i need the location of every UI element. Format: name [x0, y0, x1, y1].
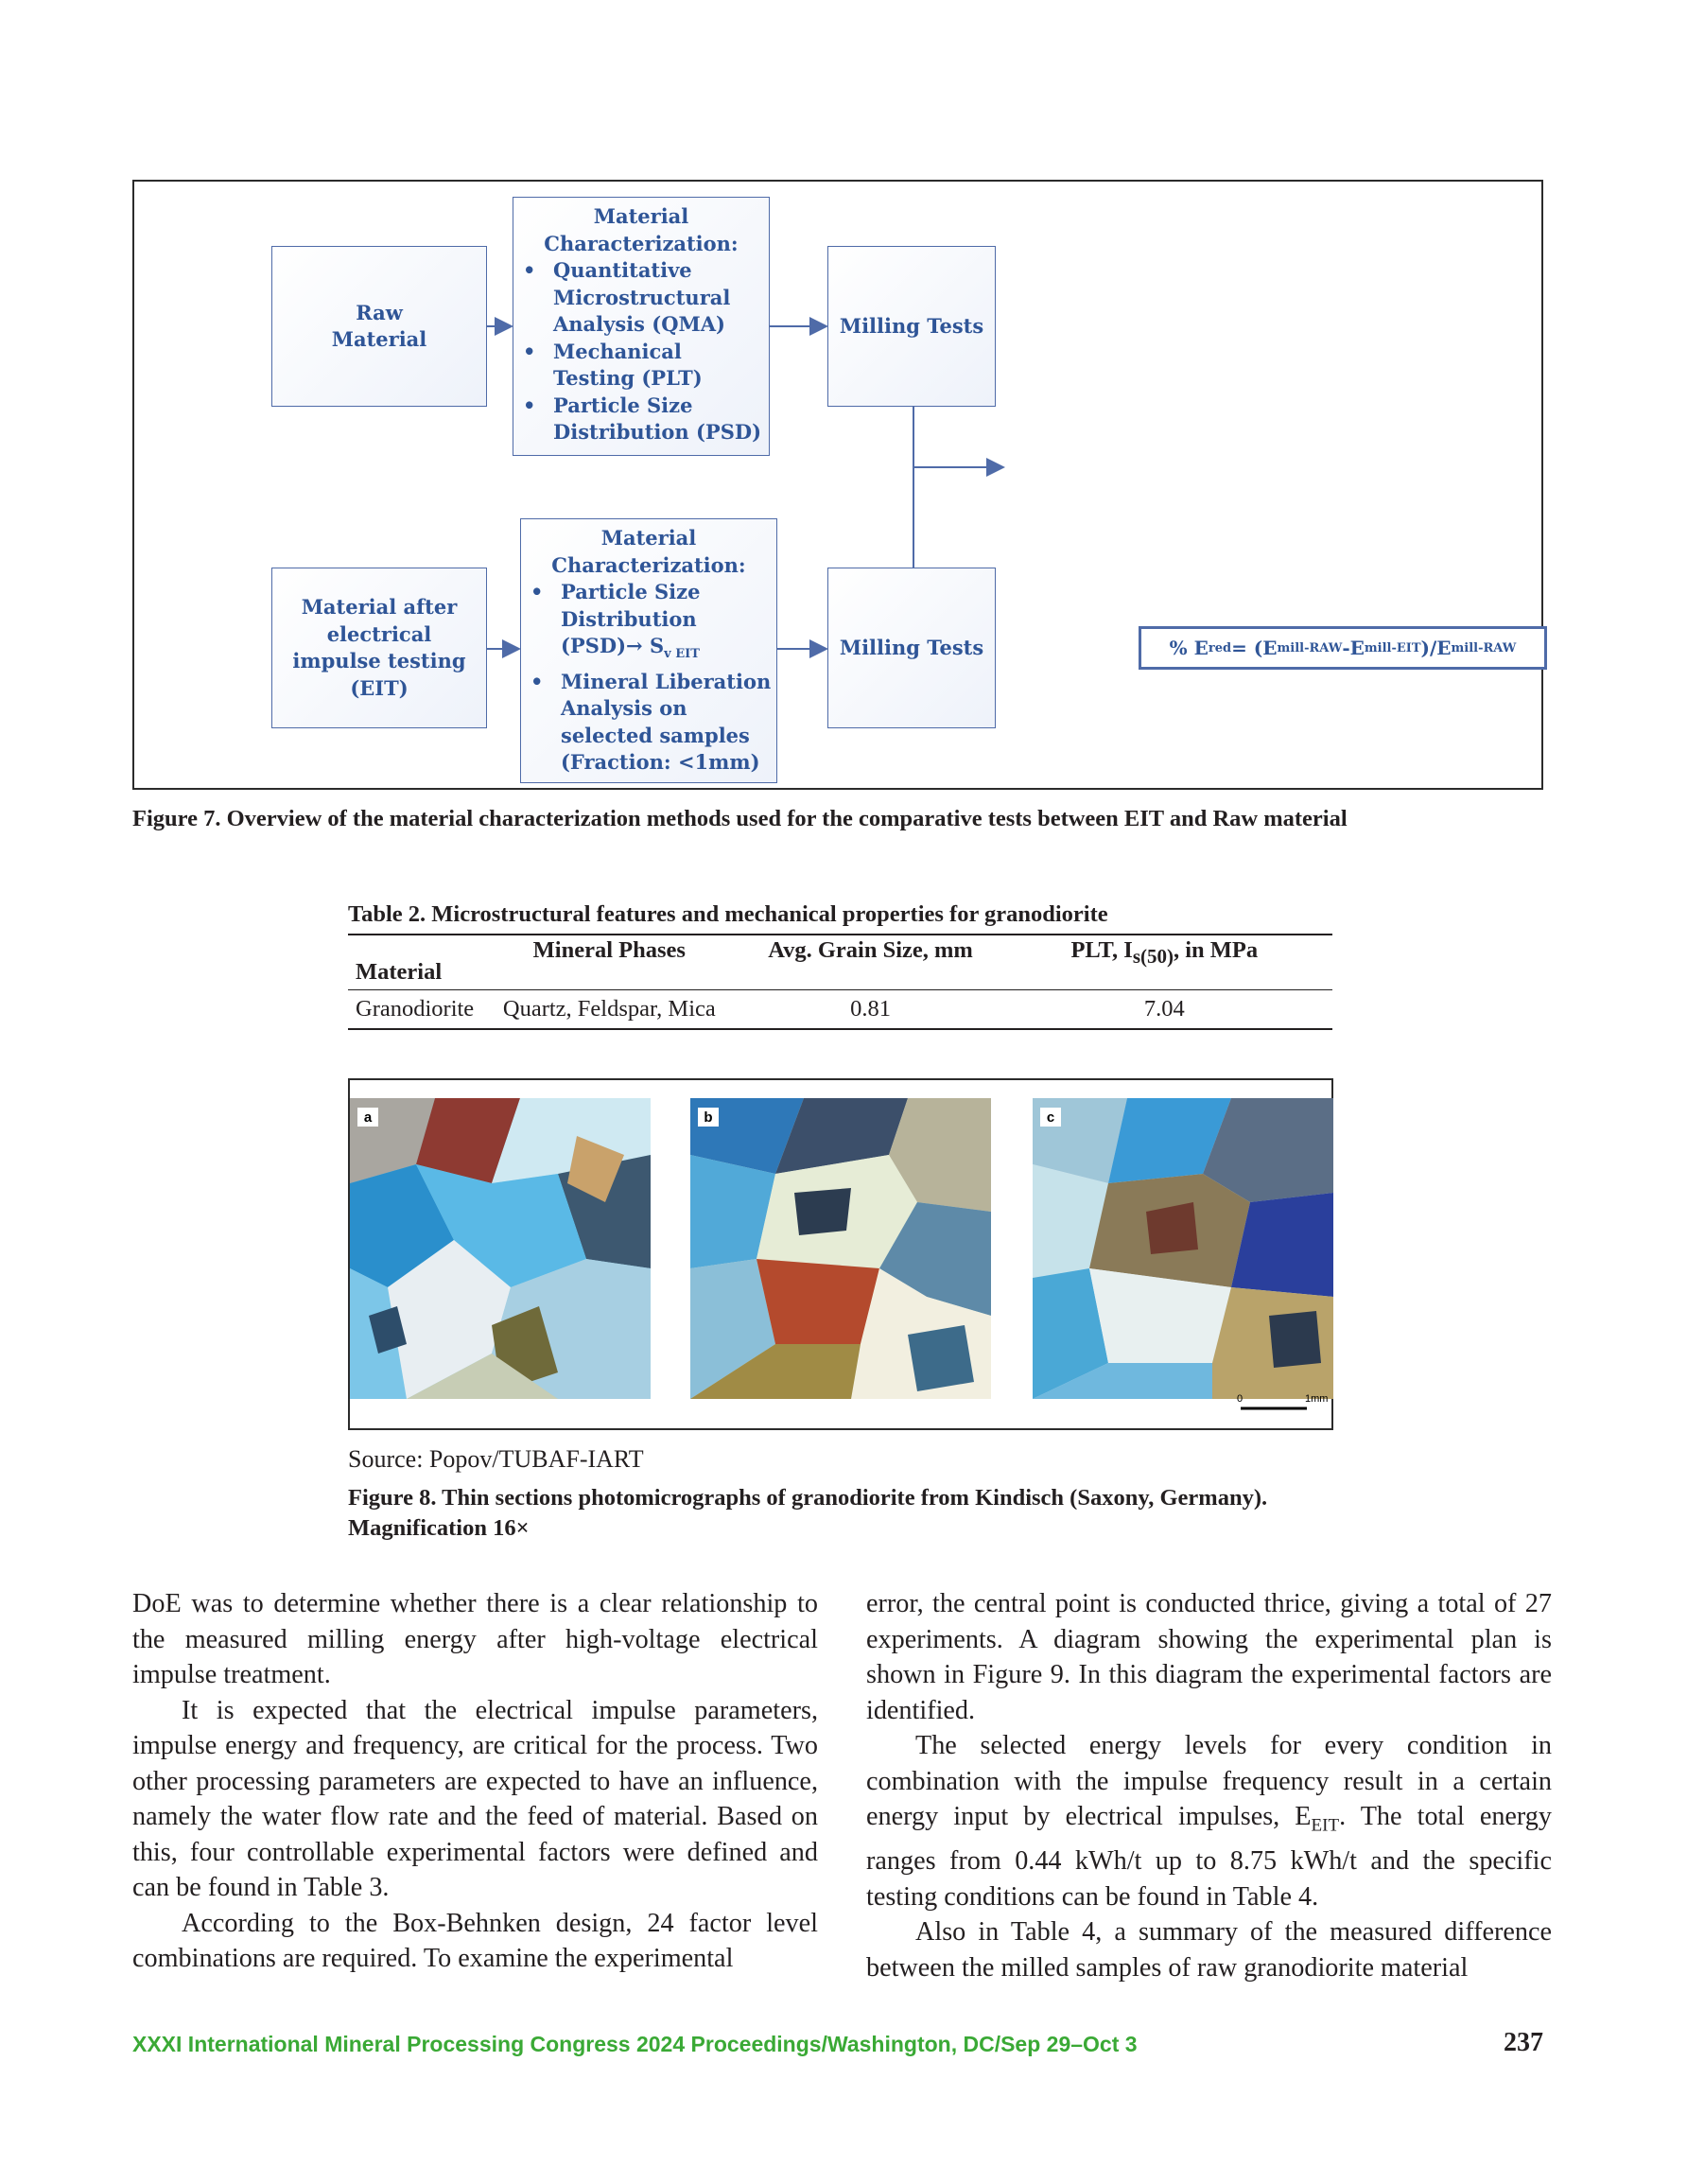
photomicrograph-b — [690, 1098, 991, 1399]
photomicrograph-c — [1033, 1098, 1333, 1399]
formula-part: = (E — [1231, 637, 1278, 659]
milling-bottom-label: Milling Tests — [839, 635, 984, 659]
body-column-right — [866, 1586, 1552, 1985]
char-top-item: • Quantitative Microstructural Analysis (QMA) — [553, 257, 769, 339]
char-top-heading: Material Characterization: — [544, 204, 739, 255]
char-bottom-item: • Mineral Liberation Analysis on selected samples (Fraction: <1mm) — [561, 669, 776, 777]
cell-material: Granodiorite — [356, 995, 475, 1022]
table-2-title: Table 2. Microstructural features and mechanical properties for granodiorite — [348, 901, 1108, 927]
formula-part: % E — [1169, 637, 1209, 659]
formula-sub: red — [1208, 640, 1232, 655]
eit-material-box — [271, 568, 487, 728]
paragraph: DoE was to determine whether there is a clear relationship to the measured milling energy after high-voltage electrical impulse treatment. — [132, 1589, 818, 1689]
table-2 — [348, 901, 1332, 1030]
raw-material-box — [271, 246, 487, 407]
milling-tests-box-bottom — [827, 568, 996, 728]
formula-sub: mill-RAW — [1277, 640, 1343, 655]
column-header-mineral-phases: Mineral Phases — [532, 937, 686, 963]
scale-bar — [1237, 1394, 1331, 1415]
cell-grain-size: 0.81 — [850, 995, 891, 1022]
char-top-item: • Particle Size Distribution (PSD) — [553, 393, 769, 446]
raw-material-label: Raw Material — [331, 300, 427, 351]
column-header-grain-size: Avg. Grain Size, mm — [768, 937, 973, 963]
figure-7-flowchart — [132, 180, 1543, 790]
char-top-list — [513, 257, 769, 446]
body-column-left — [132, 1586, 818, 1977]
scale-label-end: 1mm — [1305, 1393, 1329, 1405]
char-top-item: • Mechanical Testing (PLT) — [553, 339, 769, 393]
energy-reduction-formula — [1139, 626, 1547, 670]
column-header-plt: PLT, $I_{s(50)}$, in MPa — [1070, 937, 1259, 968]
formula-sub: mill-EIT — [1364, 640, 1421, 655]
page-number: 237 — [1504, 2028, 1543, 2057]
formula-part: -E — [1342, 637, 1365, 659]
paragraph: error, the central point is conducted thrice, giving a total of 27 experiments. A diagram showing the experimental plan is shown in Figure 9. In this diagram the experimental factors are identified. — [866, 1589, 1552, 1725]
table-2-grid — [348, 934, 1332, 1030]
paragraph: The selected energy levels for every condition in combination with the impulse frequency result in a certain energy input by electrical impulses, $E_{EIT}$. The total energy ranges from 0.44 kWh/t up to 8.75 kWh/t and the specific testing conditions can be found in Table 4. — [866, 1731, 1552, 1912]
paragraph: It is expected that the electrical impulse parameters, impulse energy and frequency, are critical for the process. Two other processing parameters are expected to have an influence, namely the water flow rate and the feed of material. Based on this, four controllable experimental factors were defined and can be found in Table 3. — [132, 1695, 818, 1902]
paragraph: According to the Box-Behnken design, 24 factor level combinations are required. To examine the experimental — [132, 1908, 818, 1973]
eit-material-label: Material after electrical impulse testing (EIT) — [292, 595, 466, 700]
formula-sub: mill-RAW — [1451, 640, 1517, 655]
panel-label-a: a — [357, 1108, 378, 1127]
panel-label-c: c — [1040, 1108, 1061, 1127]
cell-plt: 7.04 — [1143, 995, 1185, 1022]
characterization-box-bottom — [520, 518, 777, 783]
char-bottom-list — [521, 579, 776, 777]
figure-8-source: Source: Popov/TUBAF-IART — [348, 1445, 644, 1473]
panel-label-b: b — [698, 1108, 719, 1127]
char-bottom-item: • Particle Size Distribution $(PSD)\to S_{v EIT}$ — [561, 579, 776, 669]
photomicrograph-a — [350, 1098, 651, 1399]
figure-7-caption: Figure 7. Overview of the material characterization methods used for the comparative tests between EIT and Raw material — [132, 806, 1348, 831]
milling-tests-box-top — [827, 246, 996, 407]
cell-mineral-phases: Quartz, Feldspar, Mica — [502, 995, 716, 1022]
footer-proceedings: XXXI International Mineral Processing Congress 2024 Proceedings/Washington, DC/Sep 29–Oct 3 — [132, 2032, 1138, 2056]
column-header-material: Material — [356, 958, 443, 985]
table-row — [348, 989, 1332, 1029]
formula-part: )/E — [1420, 637, 1452, 659]
figure-8-photomicrographs — [348, 1078, 1333, 1430]
milling-top-label: Milling Tests — [839, 313, 984, 338]
paragraph: Also in Table 4, a summary of the measured difference between the milled samples of raw granodiorite material — [866, 1917, 1552, 1983]
characterization-box-top — [513, 197, 770, 456]
figure-8-caption: Figure 8. Thin sections photomicrographs of granodiorite from Kindisch (Saxony, Germany). Magnification 16× — [348, 1485, 1268, 1541]
scale-label-zero: 0 — [1237, 1393, 1244, 1405]
char-bottom-heading: Material Characterization: — [551, 526, 746, 577]
